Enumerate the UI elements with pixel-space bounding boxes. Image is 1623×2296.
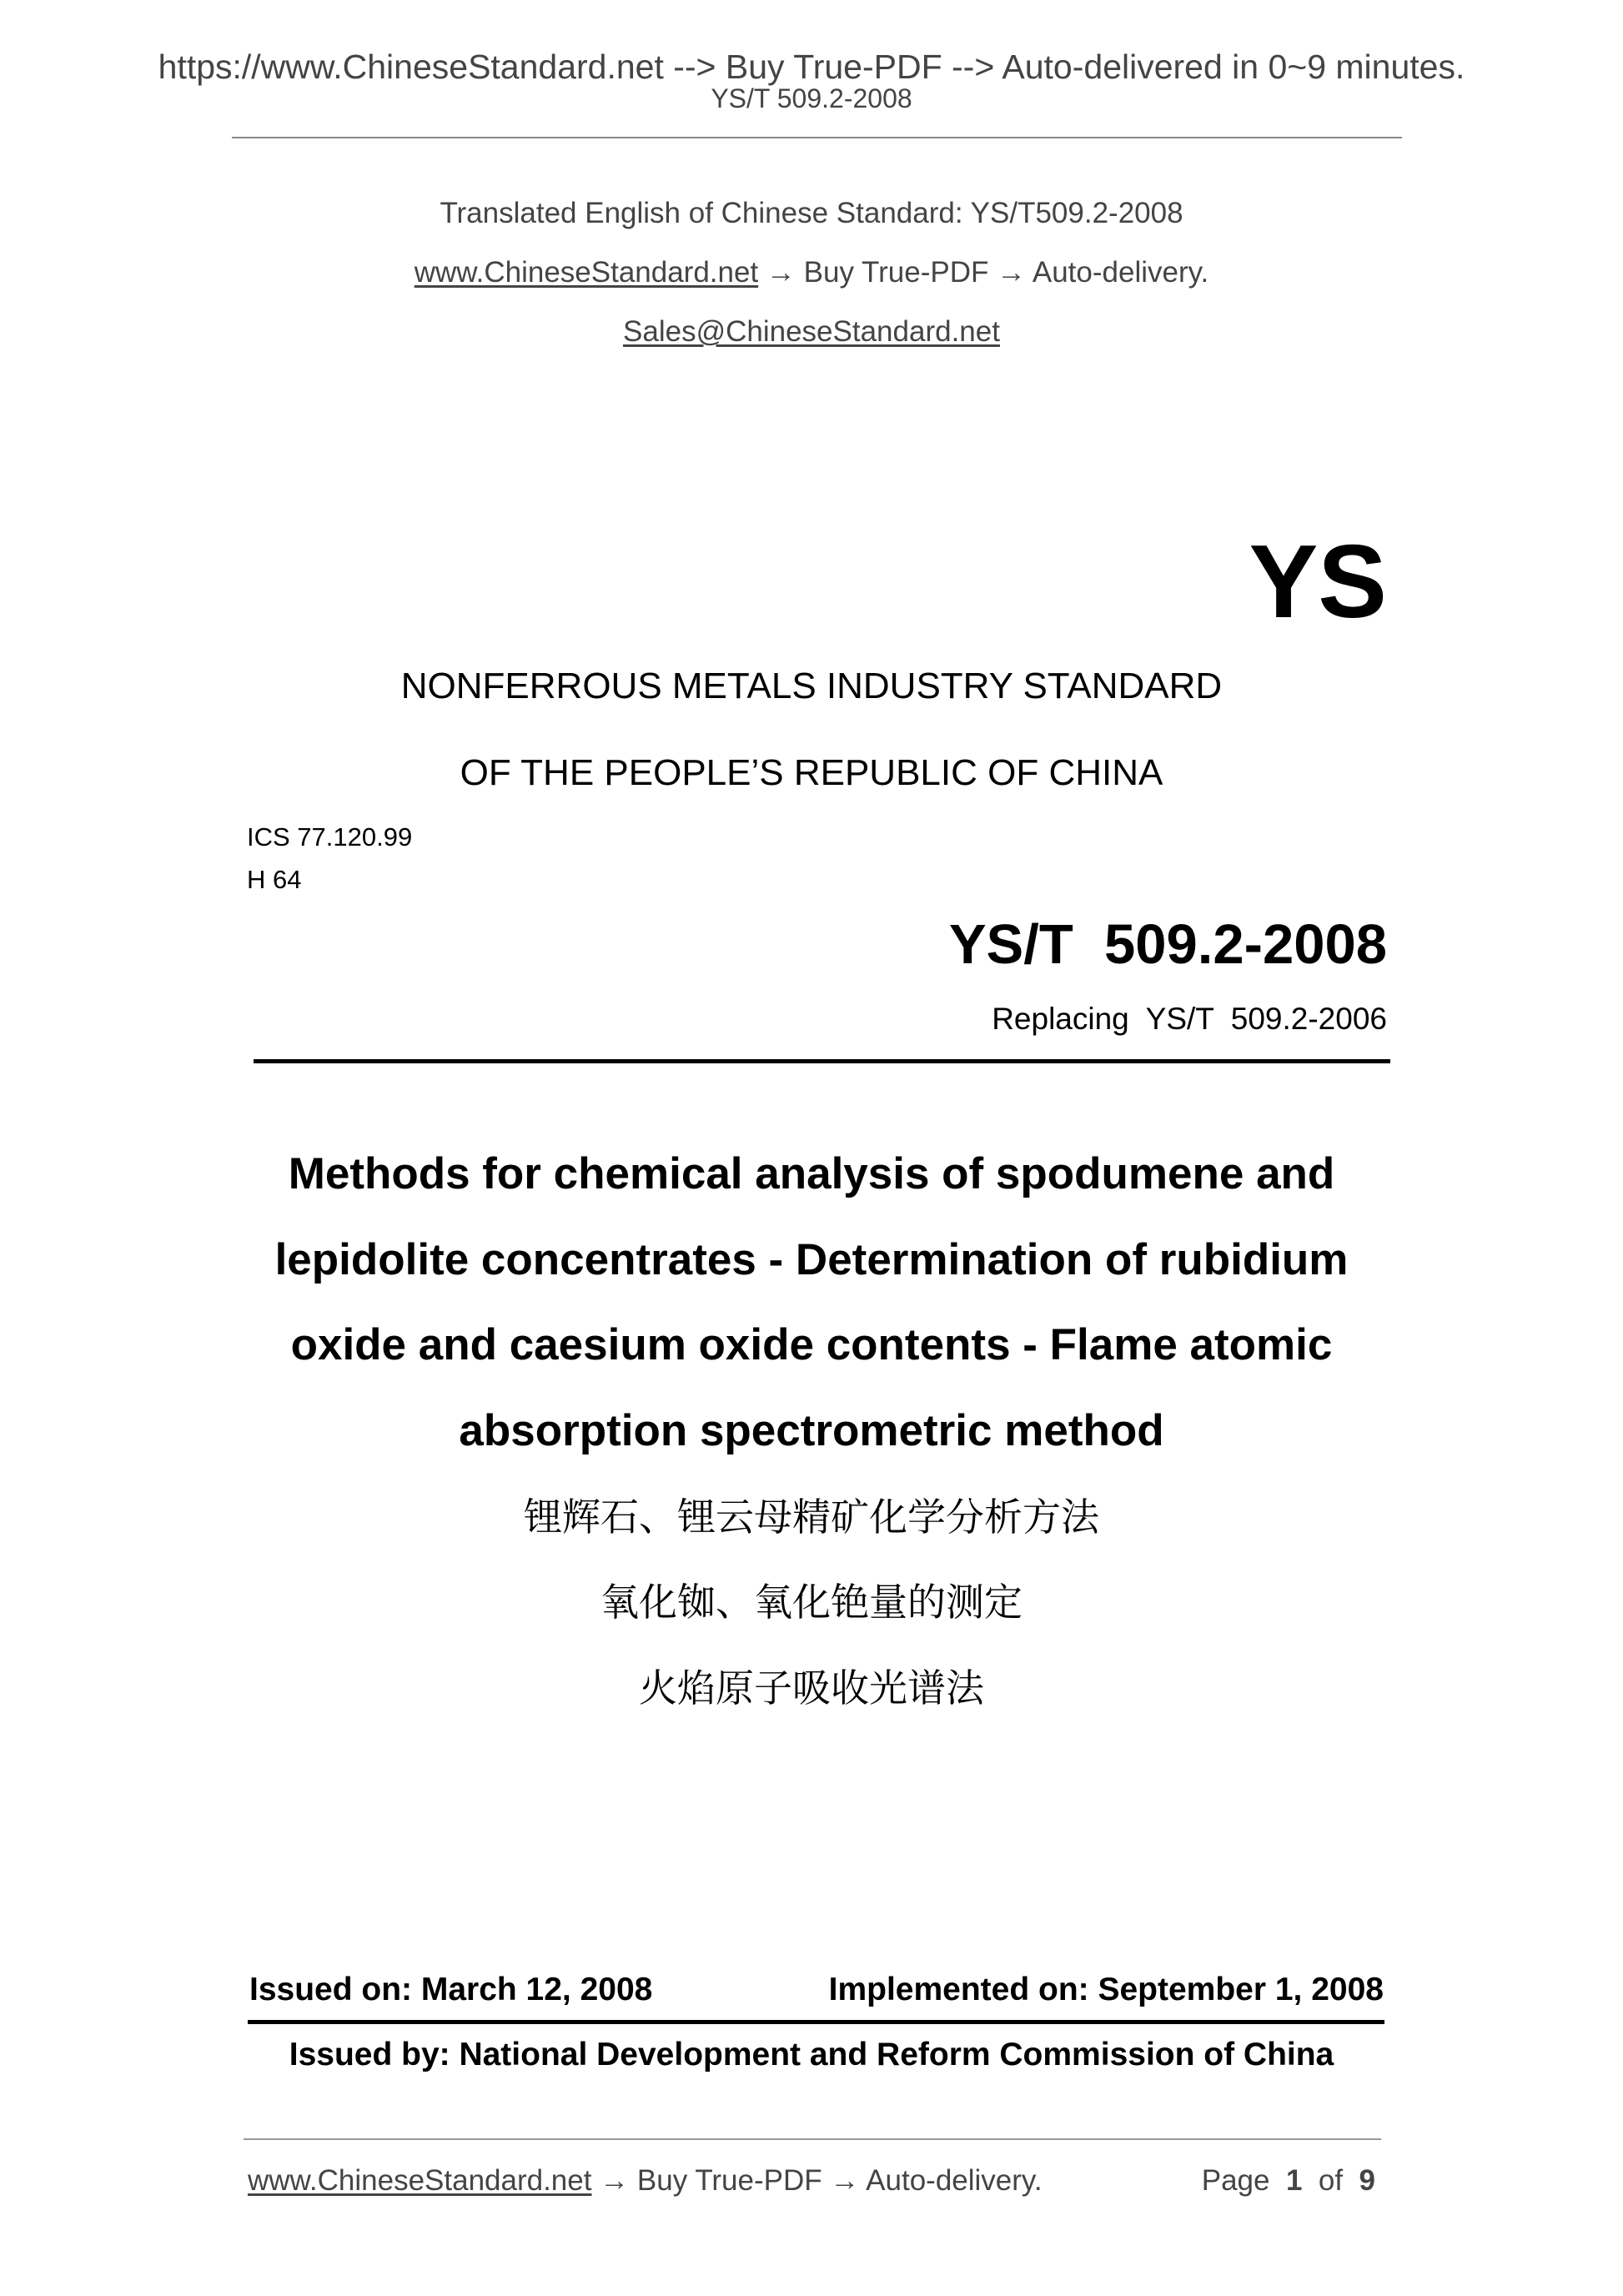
ics-code: ICS 77.120.99 xyxy=(247,822,413,852)
replacing-note: Replacing YS/T 509.2-2006 xyxy=(992,1002,1387,1036)
page-indicator xyxy=(1202,2166,1375,2195)
implemented-on: Implemented on: September 1, 2008 xyxy=(828,1972,1384,2007)
email-link[interactable]: Sales@ChineseStandard.net xyxy=(623,315,1000,348)
site-line-rest: → Buy True-PDF → Auto-delivery. xyxy=(758,256,1209,289)
chinese-title-3: 火焰原子吸收光谱法 xyxy=(639,1665,984,1711)
email-line xyxy=(0,317,1623,346)
title-line-4: absorption spectrometric method xyxy=(459,1406,1164,1455)
translated-line: Translated English of Chinese Standard: YS/T509.2-2008 xyxy=(440,197,1183,229)
site-line xyxy=(0,258,1623,287)
page-of: of xyxy=(1318,2164,1344,2197)
standard-number: YS/T 509.2-2008 xyxy=(948,913,1387,976)
chinese-title-2: 氧化铷、氧化铯量的测定 xyxy=(600,1580,1023,1625)
title-line-1: Methods for chemical analysis of spodumene and xyxy=(288,1149,1335,1198)
issued-on: Issued on: March 12, 2008 xyxy=(249,1972,653,2007)
header-top-line: https://www.ChineseStandard.net --> Buy True-PDF --> Auto-delivered in 0~9 minutes. xyxy=(158,48,1465,86)
page-label: Page xyxy=(1201,2164,1270,2197)
site-link[interactable]: www.ChineseStandard.net xyxy=(414,256,759,289)
chinese-title-1: 锂辉石、锂云母精矿化学分析方法 xyxy=(524,1495,1099,1540)
title-line-2: lepidolite concentrates - Determination of rubidium xyxy=(274,1235,1349,1284)
footer-site-link[interactable]: www.ChineseStandard.net xyxy=(248,2164,592,2197)
footer-divider xyxy=(244,2138,1381,2140)
dates-divider xyxy=(248,2020,1384,2024)
footer-site-rest: → Buy True-PDF → Auto-delivery. xyxy=(591,2164,1043,2197)
header-doc-code: YS/T 509.2-2008 xyxy=(711,83,912,113)
cover-divider xyxy=(254,1059,1390,1063)
ccs-code: H 64 xyxy=(247,865,302,894)
header-divider xyxy=(232,137,1402,138)
issued-by: Issued by: National Development and Reform Commission of China xyxy=(289,2037,1334,2072)
page-total: 9 xyxy=(1359,2164,1375,2197)
org-line-1: NONFERROUS METALS INDUSTRY STANDARD xyxy=(400,666,1223,706)
ys-logo: YS xyxy=(1249,525,1387,640)
org-line-2: OF THE PEOPLE’S REPUBLIC OF CHINA xyxy=(460,752,1163,793)
title-line-3: oxide and caesium oxide contents - Flame atomic xyxy=(290,1320,1333,1369)
page-current: 1 xyxy=(1285,2164,1303,2197)
footer-site-line xyxy=(248,2166,1043,2195)
